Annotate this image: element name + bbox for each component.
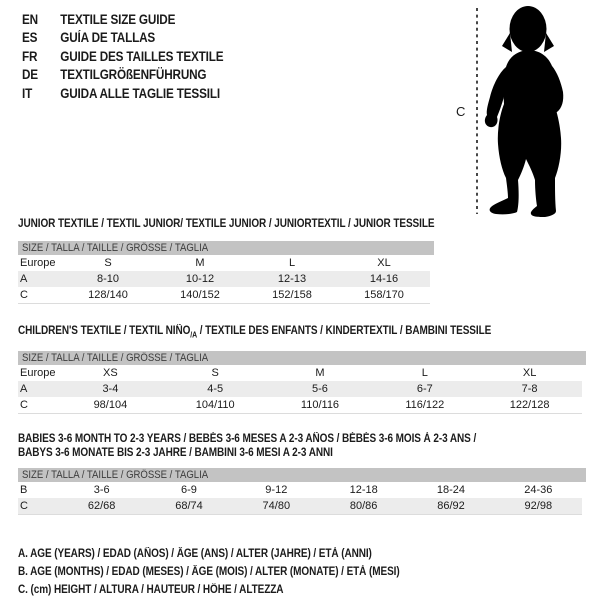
height-marker-label: C [456, 104, 466, 119]
junior-size-table [18, 255, 430, 304]
size-column-header: XL [377, 257, 391, 269]
language-row-en [22, 10, 223, 29]
babies-size-table [18, 482, 582, 515]
size-columns-row [18, 255, 430, 271]
size-column-header: S [104, 257, 112, 269]
baby-silhouette [485, 6, 563, 217]
baby-silhouette-graphic [450, 2, 600, 224]
size-column-header: S [211, 367, 219, 380]
language-row-es [22, 29, 223, 48]
language-row-it [22, 84, 223, 103]
size-header-bar [18, 241, 434, 255]
size-header-bar [18, 468, 586, 482]
table-cell: 5-6 [312, 383, 328, 396]
language-label: TEXTILGRÖßENFÜHRUNG [60, 67, 207, 83]
size-column-header: L [421, 367, 428, 380]
table-cell: 6-7 [416, 383, 433, 396]
size-column-header: XS [103, 367, 118, 380]
language-label: GUÍA DE TALLAS [60, 30, 156, 46]
row-label: C [20, 399, 28, 412]
table-cell: 7-8 [521, 383, 538, 396]
babies-table-title-line2: BABYS 3-6 MONATE BIS 2-3 JAHRE / BAMBINI 3-6 MESI A 2-3 ANNI [18, 447, 333, 460]
row-label: A [20, 273, 28, 285]
table-cell: 98/104 [93, 399, 128, 412]
childrens-title-subscript: /A [190, 330, 198, 340]
table-cell: 6-9 [181, 484, 197, 497]
table-cell: 3-6 [93, 484, 110, 497]
table-cell: 158/170 [364, 289, 404, 301]
measurement-legend [18, 545, 582, 599]
table-cell: 3-4 [102, 383, 119, 396]
language-header [22, 10, 254, 103]
size-columns-row [18, 365, 582, 381]
table-cell: 24-36 [524, 484, 553, 497]
language-row-fr [22, 47, 223, 66]
legend-line-c: C. (cm) HEIGHT / ALTURA / HAUTEUR / HÖHE / ALTEZZA [18, 584, 284, 597]
height-cm-row [18, 397, 582, 414]
size-column-header: L [288, 257, 296, 269]
table-cell: 92/98 [524, 500, 553, 513]
row-label: A [20, 383, 28, 396]
junior-table-title: JUNIOR TEXTILE / TEXTIL JUNIOR/ TEXTILE JUNIOR / JUNIORTEXTIL / JUNIOR TESSILE [18, 218, 435, 230]
row-label: C [20, 289, 28, 301]
age-years-row [18, 381, 582, 397]
language-code: IT [22, 85, 33, 101]
babies-textile-section [18, 432, 582, 515]
table-cell: 140/152 [180, 289, 220, 301]
language-row-de [22, 66, 223, 85]
table-cell: 62/68 [87, 500, 116, 513]
region-label: Europe [20, 257, 56, 269]
table-cell: 4-5 [207, 383, 224, 396]
language-code: ES [22, 30, 38, 46]
language-label: TEXTILE SIZE GUIDE [60, 11, 176, 27]
table-cell: 80/86 [349, 500, 378, 513]
size-header-bar [18, 351, 586, 365]
table-cell: 86/92 [437, 500, 465, 513]
table-cell: 18-24 [436, 484, 466, 497]
table-cell: 116/122 [405, 399, 445, 412]
table-cell: 128/140 [88, 289, 128, 301]
table-cell: 8-10 [96, 273, 120, 285]
legend-line-b: B. AGE (MONTHS) / EDAD (MESES) / ÂGE (MOIS) / ALTER (MONATE) / ETÀ (MESI) [18, 566, 400, 579]
region-label: Europe [20, 367, 56, 380]
language-code: DE [22, 67, 38, 83]
table-cell: 12-18 [349, 484, 378, 497]
table-cell: 152/158 [272, 289, 312, 301]
legend-line-a: A. AGE (YEARS) / EDAD (AÑOS) / ÂGE (ANS) / ALTER (JAHRE) / ETÀ (ANNI) [18, 548, 372, 561]
table-cell: 9-12 [265, 484, 288, 497]
tables-column [18, 218, 582, 599]
row-label: B [20, 484, 28, 497]
language-code: EN [22, 11, 38, 27]
language-code: FR [22, 48, 38, 64]
size-header-label: SIZE / TALLA / TAILLE / GRÖSSE / TAGLIA [22, 352, 209, 365]
size-column-header: M [195, 257, 205, 269]
childrens-title-text: / TEXTILE DES ENFANTS / KINDERTEXTIL / BAMBINI TESSILE [197, 325, 492, 337]
table-cell: 14-16 [369, 273, 399, 285]
childrens-size-table [18, 365, 582, 414]
height-measure-figure [450, 2, 600, 224]
table-cell: 12-13 [277, 273, 307, 285]
junior-textile-section [18, 218, 582, 304]
babies-table-title-line1: BABIES 3-6 MONTH TO 2-3 YEARS / BEBÉS 3-6 MESES A 2-3 AÑOS / BÉBÉS 3-6 MOIS À 2-3 ANS / [18, 433, 477, 446]
height-cm-row [18, 498, 582, 515]
size-column-header: XL [522, 367, 537, 380]
table-cell: 122/128 [509, 399, 550, 412]
row-label: C [20, 500, 28, 513]
childrens-textile-section [18, 325, 582, 414]
table-cell: 110/116 [300, 399, 340, 412]
table-cell: 104/110 [195, 399, 235, 412]
table-cell: 74/80 [262, 500, 291, 513]
size-header-label: SIZE / TALLA / TAILLE / GRÖSSE / TAGLIA [22, 469, 209, 482]
childrens-table-title [18, 325, 509, 341]
childrens-title-text: CHILDREN'S TEXTILE / TEXTIL NIÑO [18, 325, 191, 337]
table-cell: 68/74 [175, 500, 203, 513]
age-years-row [18, 271, 430, 287]
size-column-header: M [315, 367, 325, 380]
size-header-label: SIZE / TALLA / TAILLE / GRÖSSE / TAGLIA [22, 242, 209, 254]
language-label: GUIDA ALLE TAGLIE TESSILI [60, 85, 220, 101]
height-cm-row [18, 287, 430, 304]
language-label: GUIDE DES TAILLES TEXTILE [60, 48, 224, 64]
age-months-row [18, 482, 582, 498]
table-cell: 10-12 [185, 273, 215, 285]
